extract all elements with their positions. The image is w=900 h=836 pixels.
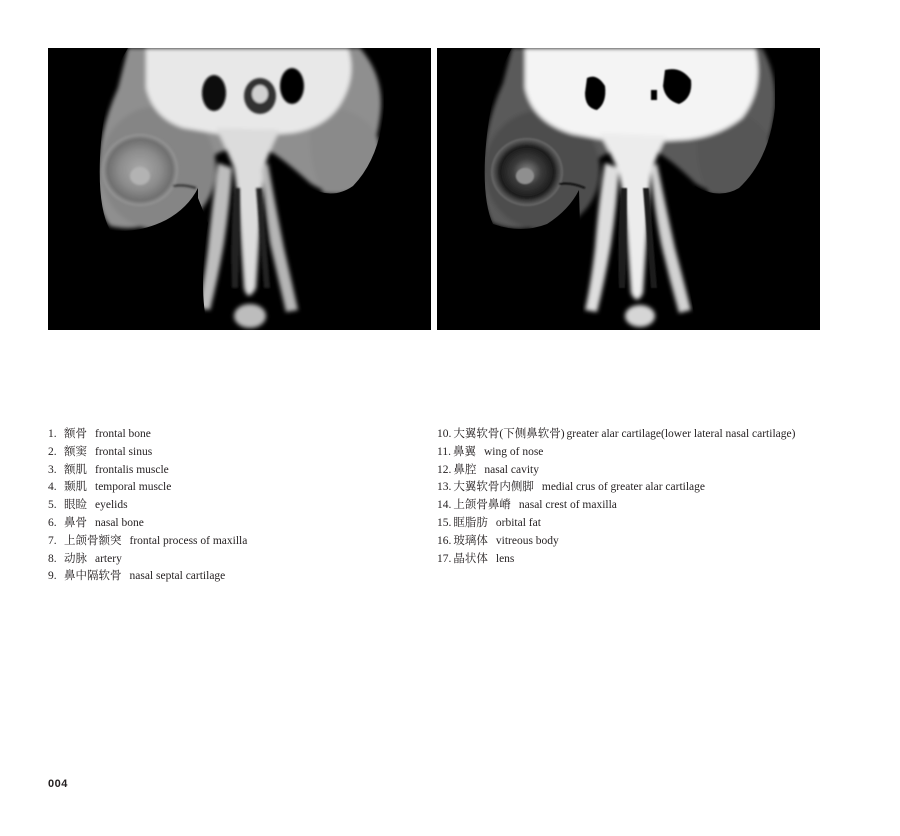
legend-term-chinese: 鼻骨 [64, 516, 87, 529]
legend-term-english: orbital fat [495, 516, 541, 529]
legend-term-chinese: 鼻翼 [453, 445, 476, 458]
legend-number: 9. [48, 570, 57, 583]
legend-number: 1. [48, 428, 57, 440]
legend-list-right [437, 426, 877, 568]
ct-image-bone-window [437, 48, 820, 330]
legend-item [437, 426, 877, 444]
legend-term-chinese: 大翼软骨内侧脚 [453, 481, 534, 494]
legend-number: 2. [48, 445, 57, 458]
legend-term-english: nasal bone [95, 516, 144, 529]
legend-item [48, 568, 418, 586]
legend-term-chinese: 鼻腔 [453, 463, 477, 476]
legend-term-chinese: 鼻中隔软骨 [64, 570, 122, 583]
legend-term-english: frontalis muscle [95, 463, 169, 476]
legend-item [437, 551, 877, 569]
legend-term-english: artery [95, 552, 122, 565]
legend-item [437, 444, 877, 462]
legend-term-english: greater alar cartilage(lower lateral nasal cartilage) [566, 428, 796, 440]
legend-number: 15. [437, 516, 452, 529]
legend-term-english: nasal crest of maxilla [518, 499, 617, 512]
page-number: 004 [48, 778, 68, 790]
legend-number: 10. [437, 428, 452, 440]
legend-number: 16. [437, 534, 452, 547]
legend-term-chinese: 眶脂肪 [453, 516, 488, 529]
legend-term-english: medial crus of greater alar cartilage [541, 481, 706, 494]
legend-term-english: wing of nose [484, 445, 544, 458]
legend-term-english: frontal process of maxilla [129, 534, 248, 547]
legend-item [437, 533, 877, 551]
legend-item [48, 479, 418, 497]
legend-term-english: temporal muscle [95, 481, 172, 494]
legend-term-chinese: 额肌 [64, 463, 87, 476]
legend-number: 8. [48, 552, 57, 565]
legend-term-chinese: 眼睑 [64, 499, 87, 512]
legend-number: 6. [48, 516, 57, 529]
legend-term-english: eyelids [95, 499, 128, 512]
legend-item [48, 515, 418, 533]
ct-image-soft-tissue [48, 48, 431, 330]
legend-number: 3. [48, 463, 57, 476]
legend-term-chinese: 颞肌 [64, 481, 87, 494]
legend-number: 14. [437, 499, 452, 512]
legend-term-english: frontal sinus [95, 445, 153, 458]
legend-number: 13. [437, 481, 452, 494]
legend-term-chinese: 上颌骨鼻嵴 [453, 499, 511, 512]
legend-item [437, 497, 877, 515]
legend-item [437, 479, 877, 497]
legend-term-chinese: 额骨 [64, 428, 87, 440]
legend-term-chinese: 额窦 [64, 445, 87, 458]
legend-term-english: lens [495, 552, 515, 565]
legend-item [48, 533, 418, 551]
legend-term-english: frontal bone [95, 428, 151, 440]
legend-item [437, 462, 877, 480]
legend-term-chinese: 晶状体 [453, 552, 488, 565]
legend-item [48, 551, 418, 569]
legend-term-chinese: 动脉 [64, 552, 87, 565]
legend-item [48, 444, 418, 462]
legend-term-english: nasal septal cartilage [129, 570, 226, 583]
legend-number: 5. [48, 499, 57, 512]
legend-item [48, 426, 418, 444]
legend-list-left [48, 426, 418, 586]
legend-number: 11. [437, 445, 451, 458]
legend-term-chinese: 玻璃体 [453, 534, 488, 547]
legend-number: 12. [437, 463, 452, 476]
legend-term-english: vitreous body [495, 534, 559, 547]
legend-term-chinese: 大翼软骨(下侧鼻软骨) [453, 428, 565, 440]
legend-number: 7. [48, 534, 57, 547]
legend-number: 4. [48, 481, 57, 494]
ct-coronal-bone-window-image [437, 48, 820, 330]
legend-number: 17. [437, 552, 452, 565]
legend-item [48, 462, 418, 480]
legend-term-english: nasal cavity [484, 463, 539, 476]
ct-coronal-soft-tissue-window-image [48, 48, 431, 330]
legend-item [437, 515, 877, 533]
legend-item [48, 497, 418, 515]
legend-term-chinese: 上颌骨额突 [64, 534, 122, 547]
